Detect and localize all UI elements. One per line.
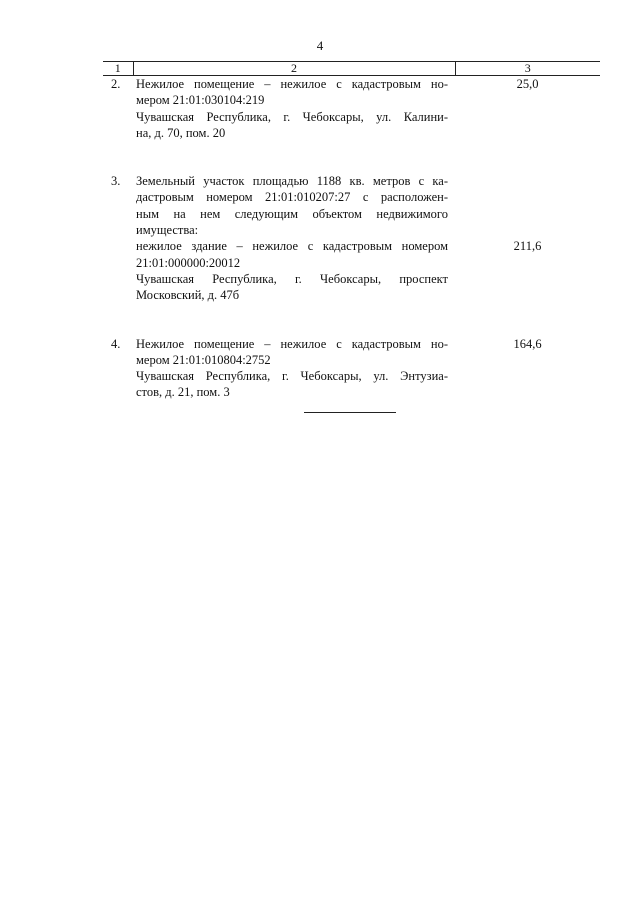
table-row bbox=[103, 336, 600, 401]
area-value: 211,6 bbox=[513, 239, 542, 254]
description-line: Чувашская Республика, г. Чебоксары, ул. Энтузиа- bbox=[136, 369, 448, 384]
column-header-area: 3 bbox=[455, 62, 600, 76]
description-line: мером 21:01:010804:2752 bbox=[136, 352, 271, 367]
description-line: имущества: bbox=[136, 223, 199, 238]
table-row bbox=[103, 173, 600, 303]
description-line: ным на нем следующим объектом недвижимого bbox=[136, 206, 448, 221]
row-number: 3. bbox=[111, 174, 121, 189]
description-line: мером 21:01:030104:219 bbox=[136, 93, 265, 108]
row-number: 4. bbox=[111, 336, 121, 351]
description-line: Московский, д. 47б bbox=[136, 288, 240, 303]
row-area bbox=[455, 173, 600, 303]
column-header-number: 1 bbox=[103, 62, 133, 76]
closing-rule bbox=[304, 412, 396, 413]
description-line: Чувашская Республика, г. Чебоксары, ул. Калини- bbox=[136, 109, 448, 124]
row-number: 2. bbox=[111, 77, 121, 91]
column-header-description: 2 bbox=[133, 62, 455, 76]
row-area bbox=[455, 76, 600, 142]
page-number: 4 bbox=[316, 38, 324, 53]
table-header-row bbox=[103, 62, 600, 76]
description-line: дастровым номером 21:01:010207:27 с расположен- bbox=[136, 190, 448, 205]
row-description bbox=[133, 173, 455, 303]
property-table bbox=[103, 61, 600, 401]
description-line: 21:01:000000:20012 bbox=[136, 255, 241, 270]
description-line: на, д. 70, пом. 20 bbox=[136, 125, 226, 140]
area-value: 164,6 bbox=[513, 336, 542, 351]
description-line: Нежилое помещение – нежилое с кадастровым но- bbox=[136, 336, 448, 351]
row-spacer bbox=[103, 141, 600, 173]
area-value: 25,0 bbox=[516, 77, 539, 91]
row-area bbox=[455, 336, 600, 401]
description-line: Нежилое помещение – нежилое с кадастровым но- bbox=[136, 77, 448, 91]
description-line: стов, д. 21, пом. 3 bbox=[136, 385, 230, 400]
description-line: нежилое здание – нежилое с кадастровым номером bbox=[136, 239, 448, 254]
row-description bbox=[133, 76, 455, 142]
description-line: Чувашская Республика, г. Чебоксары, проспект bbox=[136, 271, 448, 286]
table-row bbox=[103, 76, 600, 142]
row-description bbox=[133, 336, 455, 401]
description-line: Земельный участок площадью 1188 кв. метров с ка- bbox=[136, 174, 448, 189]
row-spacer bbox=[103, 304, 600, 336]
